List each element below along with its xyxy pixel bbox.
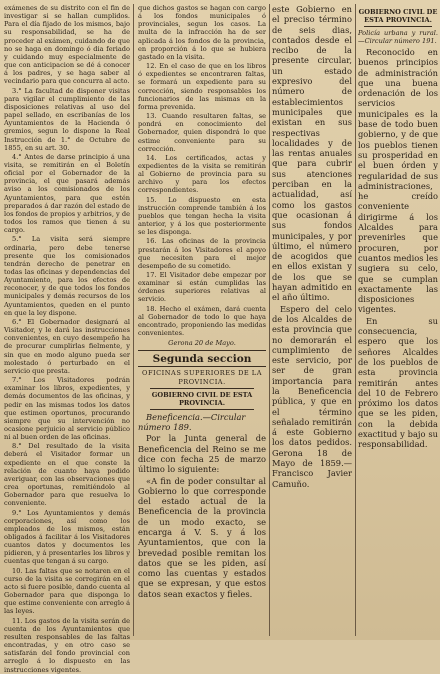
dateline: Gerona 20 de Mayo. [168,339,236,348]
column-divider [133,4,134,636]
divider [364,26,432,27]
paragraph: 13. Cuando resultaren faltas, se pondrá en conocimiento del Gobernador, quien dispondrá lo que estime conveniente para su corrección. [138,112,266,153]
paragraph: 18. Hecho el exámen, dará cuenta al Gobernador de todo lo que haya encontrado, proponiendo las medidas convenientes. [138,304,266,338]
paragraph: 3.° La facultad de disponer visitas para vigilar el cumplimiento de las disposiciones relativas al uso del papel sellado, en escribanías de los Ayuntamientos de la Hacienda ó gremios, segun lo dispone la Real Instrucción de 1.° de Octubre de 1855, en su art. 30. [4,86,130,152]
subsection-title: OFICINAS SUPERIORES DE LA PROVINCIA. [142,369,262,386]
office-heading: GOBIERNO CIVIL DE ESTA PROVINCIA. [358,8,438,24]
paragraph: Por la Junta general de Beneficencia del Reino se me dice con fecha 25 de marzo último lo siguiente: [138,433,266,475]
section-title: Segunda seccion [138,350,266,367]
column-2 [138,4,266,636]
paragraph: 16. Las oficinas de la provincia prestarán á los Visitadores el apoyo que necesiten para el mejor desempeño de su cometido. [138,237,266,270]
paragraph: Espero del celo de los Alcaldes de esta provincia que no demorarán el cumplimiento de este servicio, por ser de gran importancia para la Beneficencia pública, y que en el término señalado remitirán á este Gobierno los datos pedidos. Gerona 18 de Mayo de 1859.—Francisco Javier Camuño. [272,303,352,489]
column-4 [358,4,438,636]
paragraph: 6.° El Gobernador designará al Visitador, y le dará las instrucciones convenientes, en cuyo desempeño ha de procurar cumplirlas fielmente, y sin que en modo alguno pueda ser molestado ó perturbado en el servicio que presta. [4,317,130,375]
circular-lead: Policía urbana y rural.—Circular número 191. [358,29,438,45]
paragraph: «A fin de poder consultar al Gobierno lo que corresponde del estado actual de la Beneficencia de la provincia de un modo exacto, se encarga á V. S. y á los Ayuntamientos, que con la brevedad posible remitan los datos que se les piden, así como las cuentas y estados que se expresan, y que estos datos sean exactos y fieles. [138,475,266,599]
paragraph: 11. Los gastos de la visita serán de cuenta de los Ayuntamientos que resulten responsables de las faltas encontradas, y en otro caso se satisfarán del fondo provincial con arreglo á lo dispuesto en las instrucciones vigentes. [4,616,130,674]
circular-lead: Beneficencia.—Circular número 189. [138,411,246,433]
office-heading: GOBIERNO CIVIL DE ESTA PROVINCIA. [151,390,253,407]
column-divider [269,4,270,636]
paragraph: exámenes de su distrito con el fin de investigar si se hallan cumplidos. Para el día fijado de los mismos, bajo su responsabilidad, se ha de proceder al exámen, cuidando de que no se haga en domingo ó dia feriado y cuidando muy especialmente de que con anticipacion se dé á conocer á los padres, y se haga saber al vecindario para que concurra al acto. [4,4,130,86]
paragraph: 4.° Antes de darse principio á una visita, se remitirán en el Boletín oficial por el Gobernador de la provincia, el que pasará además aviso a los comisionados de los Ayuntamientos, para que estén preparados á dar razón del estado de los fondos de propios y arbitrios, y de todos los ramos que tienen á su cargo. [4,152,130,235]
paragraph: este Gobierno en el preciso término de seis dias, contados desde el recibo de la presente circular, un estado expresivo del número de establecimientos municipales que existan en sus respectivas localidades y de las rentas anuales que para cubrir sus atenciones perciban en la actualidad, así como los gastos que ocasionan á sus fondos municipales, y por último, el número de acogidos que en ellos existan y de los que se hayan admitido en el año último. [272,4,352,303]
column-1 [4,4,130,674]
paragraph: 8.° Del resultado de la visita deberá el Visitador formar un expediente en el que conste la relación de cuanto haya podido averiguar, con las observaciones que crea oportunas, remitiéndolo al Gobernador para que resuelva lo conveniente. [4,442,130,508]
paragraph: En su consecuencia, espero que los señores Alcaldes de los pueblos de esta provincia remitirán antes del 10 de Febrero próximo los datos que se les piden, con la debida exactitud y bajo su responsabilidad. [358,315,438,450]
paragraph: 14. Los certificados, actas y expedientes de la visita se remitirán al Gobierno de provincia para su archivo y para los efectos correspondientes. [138,153,266,195]
column-3 [272,4,352,636]
divider [150,409,254,410]
paragraph: 9.° Los Ayuntamientos y demás corporaciones, así como los empleados de los mismos, están obligados á facilitar á los Visitadores cuantos datos y documentos les pidieren, y á presentarles los libros y cuentas que tengan á su cargo. [4,508,130,566]
paragraph: 12. En el caso de que en los libros ó expedientes se encontraren faltas, se formará un expediente para su corrección, siendo responsables los funcionarios de las mismas en la forma prevenida. [138,62,266,111]
paragraph: 5.° La visita será siempre ordinaria, pero debe tenerse presente que los comisionados tendrán derecho de penetrar en todas las oficinas y dependencias del Ayuntamiento, para los efectos de reconocer, y de que todos los fondos municipales y demás recursos de los Ayuntamientos, queden en el punto en que la ley dispone. [4,235,130,317]
paragraph: 17. El Visitador debe empezar por examinar si están cumplidas las órdenes superiores relativas al servicio. [138,271,266,304]
paragraph: 10. Las faltas que se notaren en el curso de la visita se corregirán en el acto si fuere posible, dando cuenta al Gobernador para que disponga lo que estime conveniente con arreglo á las leyes. [4,566,130,616]
paragraph: que dichos gastos se hagan con cargo á los fondos municipales ó provinciales, segun los casos. La multa de la infracción ha de ser aplicada á los fondos de la provincia, en proporción á lo que se hubiera gastado en la visita. [138,4,266,61]
paragraph: 7.° Los Visitadores podrán examinar los libros, expedientes, y demás documentos de las oficinas, y pedir en las mismas todos los datos que estimen oportunos, procurando siempre que su intervención no ocasione perjuicio al servicio público ni al buen orden de las oficinas. [4,376,130,442]
column-divider [355,4,356,636]
paragraph: 15. Lo dispuesto en esta instrucción comprende también á los pueblos que tengan hecha la visita anterior, y á los que posteriormente se les disponga. [138,195,266,237]
paragraph: Reconocido en buenos principios de administración que una buena ordenación de los servicios municipales es la base de todo buen gobierno, y de que los pueblos tienen su prosperidad en el buen órden y regularidad de sus administraciones, he creído conveniente dirigirme á los Alcaldes para prevenirles que procuren, por cuantos medios les sugiera su celo, que se cumplan exactamente las disposiciones vigentes. [358,47,438,315]
divider [150,388,254,389]
